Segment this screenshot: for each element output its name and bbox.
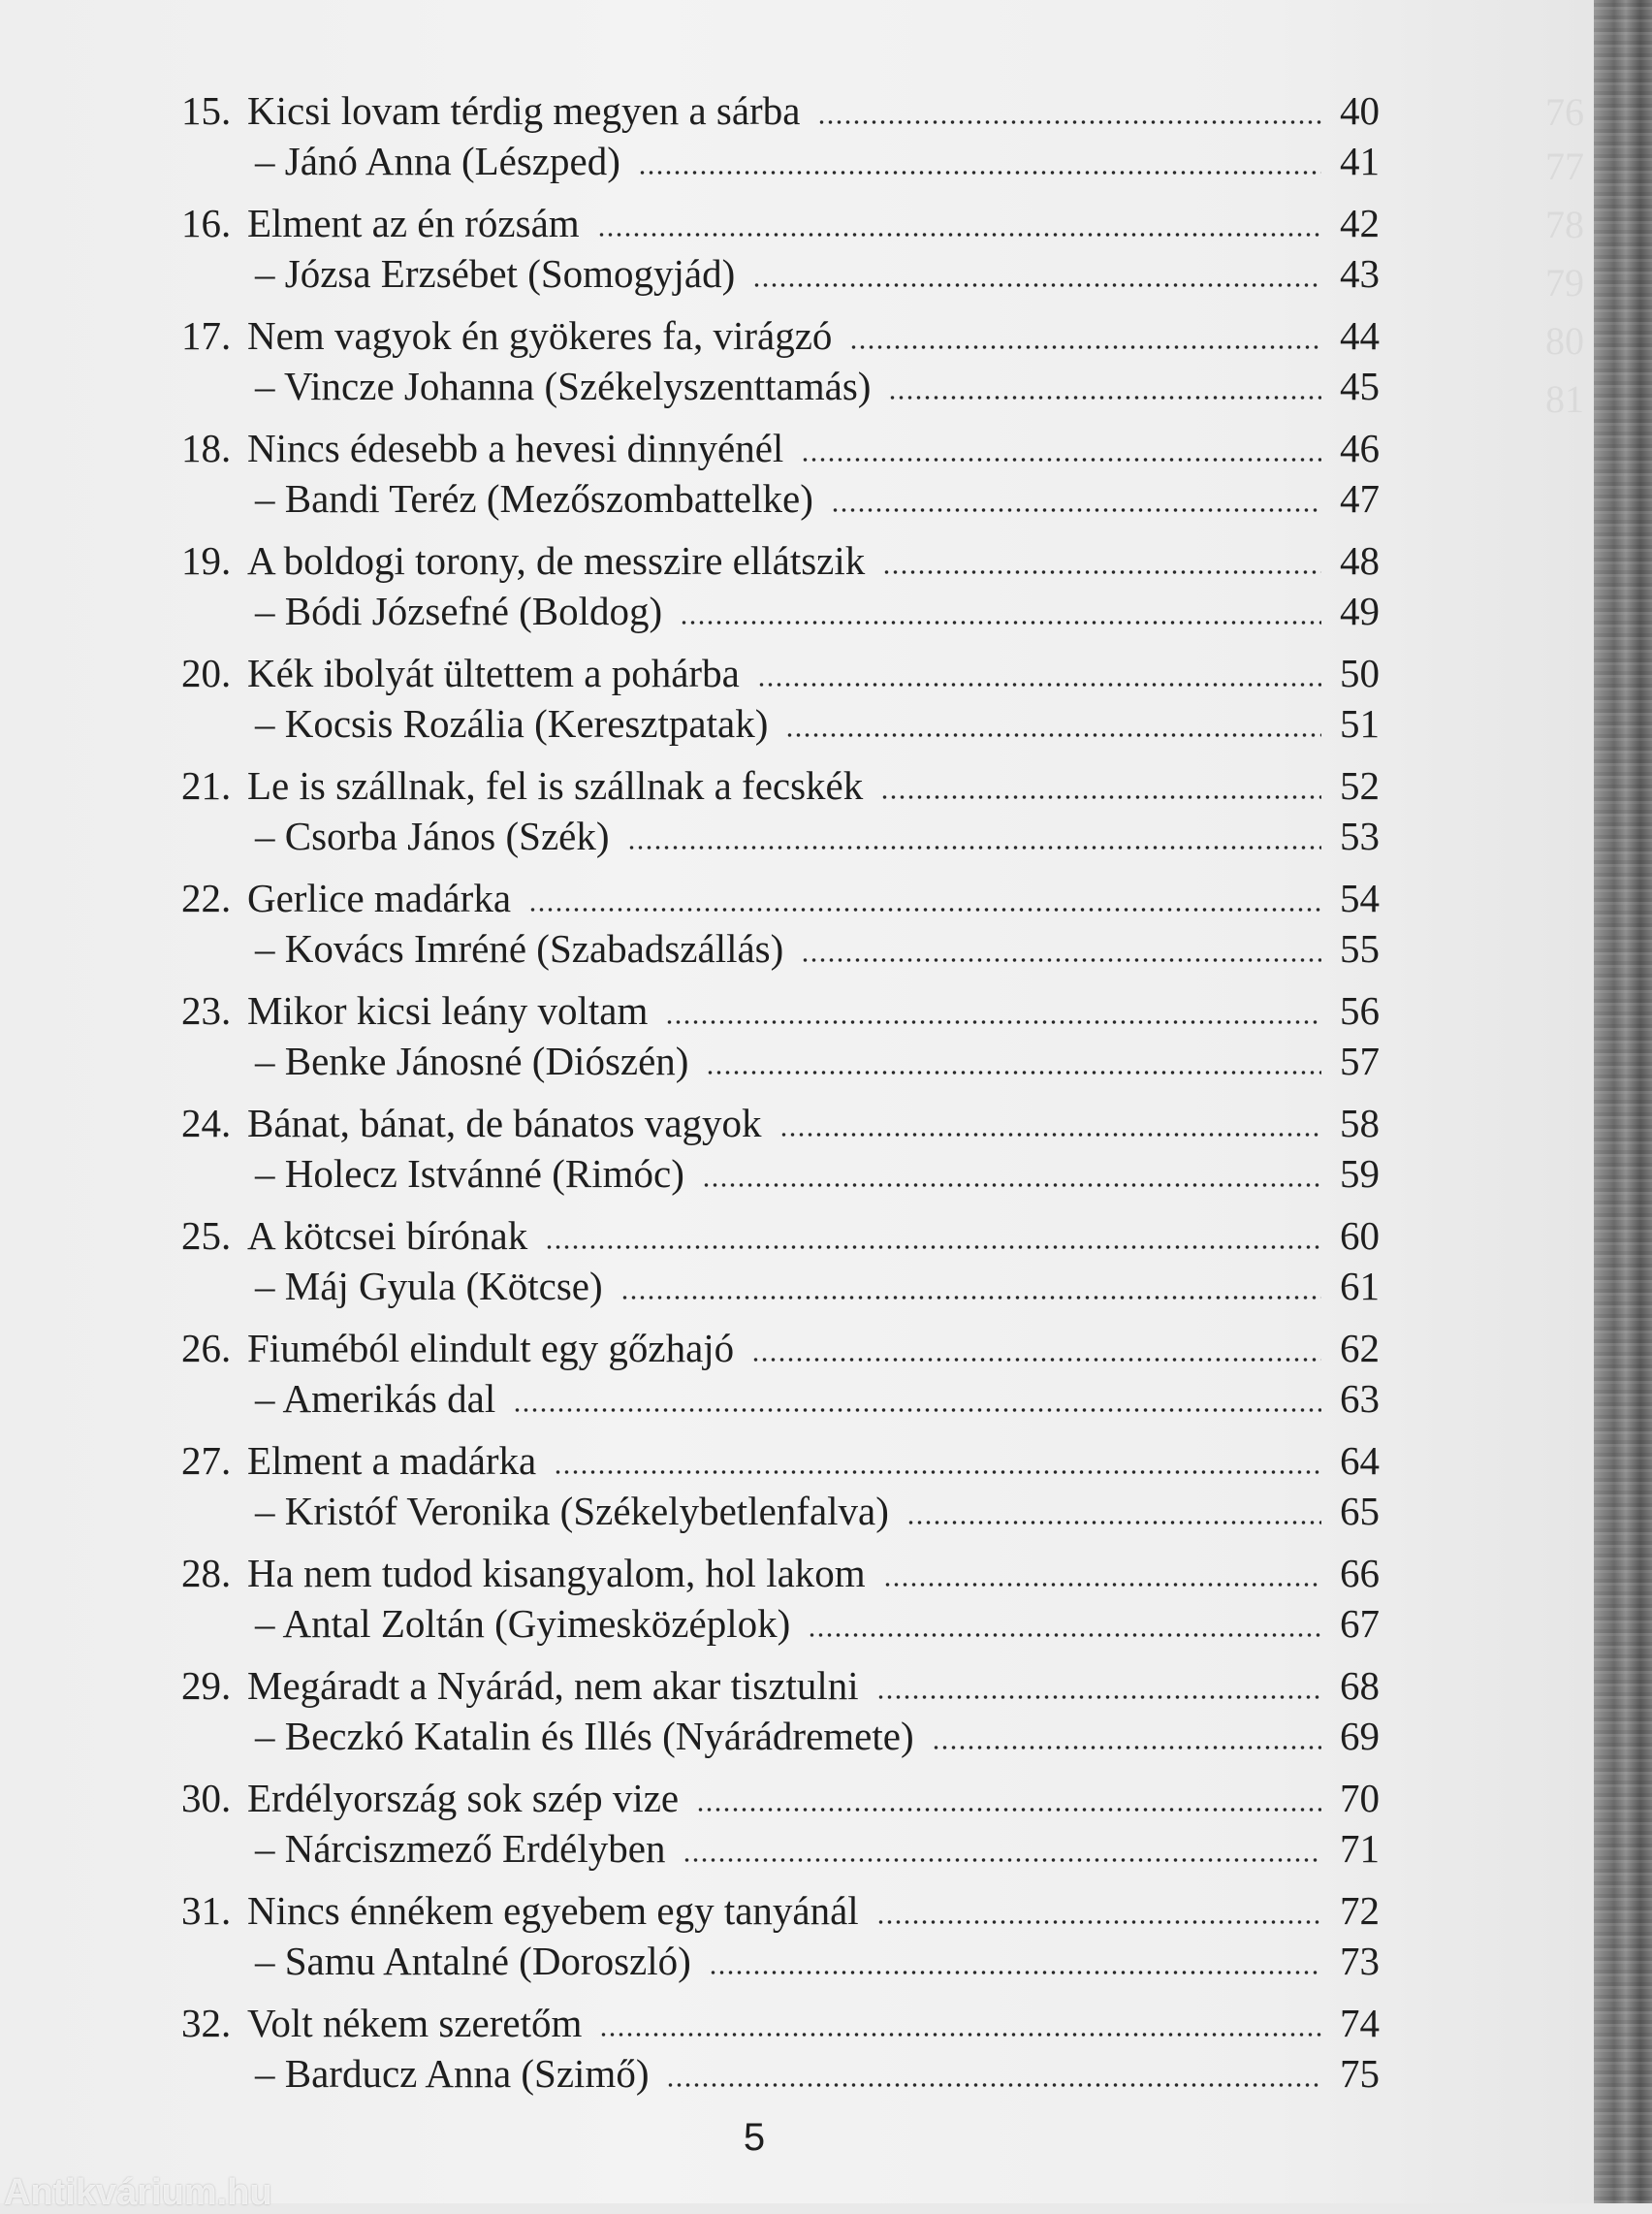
- singer-page-number: 41: [1340, 139, 1380, 183]
- entry-number: 28.: [181, 1551, 232, 1595]
- song-title: Kék ibolyát ültettem a pohárba: [247, 651, 740, 695]
- song-title: Le is szállnak, fel is szállnak a fecskék: [247, 763, 864, 808]
- song-title: Nincs énnékem egyebem egy tanyánál: [247, 1888, 859, 1933]
- singer-line: [181, 1261, 1380, 1311]
- song-page-number: 46: [1340, 426, 1380, 470]
- singer-name: – Antal Zoltán (Gyimesközéplok): [255, 1601, 791, 1646]
- singer-page-number: 43: [1340, 251, 1380, 296]
- entry-number: 31.: [181, 1888, 232, 1933]
- song-line: [181, 1435, 1380, 1486]
- toc-entry[interactable]: [181, 1210, 1380, 1323]
- toc-entry[interactable]: [181, 760, 1380, 873]
- singer-line: [181, 923, 1380, 974]
- singer-name: – Samu Antalné (Doroszló): [255, 1939, 691, 1983]
- singer-page-number: 59: [1340, 1151, 1380, 1196]
- singer-page-number: 55: [1340, 926, 1380, 971]
- song-title: Bánat, bánat, de bánatos vagyok: [247, 1101, 762, 1145]
- dot-leader: [876, 1695, 1321, 1699]
- toc-entry[interactable]: [181, 310, 1380, 423]
- toc-entry[interactable]: [181, 648, 1380, 760]
- song-line: [181, 423, 1380, 473]
- singer-name: – Benke Jánosné (Diószén): [255, 1039, 689, 1083]
- dot-leader: [849, 345, 1321, 349]
- singer-line: [181, 1823, 1380, 1874]
- dot-leader: [597, 233, 1321, 237]
- entry-number: 22.: [181, 876, 232, 920]
- song-page-number: 60: [1340, 1213, 1380, 1258]
- dot-leader: [752, 283, 1321, 287]
- singer-name: – Kovács Imréné (Szabadszállás): [255, 926, 784, 971]
- singer-name: – Amerikás dal: [255, 1376, 496, 1421]
- dot-leader: [906, 1521, 1321, 1524]
- singer-page-number: 45: [1340, 364, 1380, 408]
- song-page-number: 72: [1340, 1888, 1380, 1933]
- dot-leader: [880, 795, 1321, 799]
- song-page-number: 50: [1340, 651, 1380, 695]
- singer-name: – Nárciszmező Erdélyben: [255, 1826, 666, 1871]
- song-page-number: 70: [1340, 1776, 1380, 1820]
- song-page-number: 58: [1340, 1101, 1380, 1145]
- dot-leader: [876, 1920, 1321, 1924]
- singer-line: [181, 136, 1380, 186]
- entry-number: 26.: [181, 1326, 232, 1370]
- dot-leader: [888, 396, 1321, 400]
- dot-leader: [638, 171, 1321, 175]
- singer-name: – Kristóf Veronika (Székelybetlenfalva): [255, 1489, 889, 1533]
- entry-number: 24.: [181, 1101, 232, 1145]
- singer-page-number: 67: [1340, 1601, 1380, 1646]
- singer-page-number: 57: [1340, 1039, 1380, 1083]
- dot-leader: [709, 1971, 1321, 1974]
- dot-leader: [599, 2033, 1321, 2037]
- toc-entry[interactable]: [181, 1998, 1380, 2110]
- dot-leader: [817, 120, 1321, 124]
- toc-entry[interactable]: [181, 1548, 1380, 1660]
- singer-line: [181, 2048, 1380, 2099]
- singer-line: [181, 1598, 1380, 1649]
- song-line: [181, 1548, 1380, 1598]
- dot-leader: [554, 1470, 1321, 1474]
- dot-leader: [785, 733, 1321, 737]
- song-page-number: 48: [1340, 538, 1380, 583]
- dot-leader: [779, 1133, 1321, 1137]
- dot-leader: [932, 1746, 1321, 1749]
- song-line: [181, 1773, 1380, 1823]
- singer-line: [181, 1148, 1380, 1199]
- dot-leader: [801, 958, 1321, 962]
- singer-page-number: 61: [1340, 1264, 1380, 1308]
- dot-leader: [620, 1296, 1321, 1300]
- entry-number: 30.: [181, 1776, 232, 1820]
- singer-name: – Bandi Teréz (Mezőszombattelke): [255, 476, 813, 521]
- singer-name: – Holecz Istvánné (Rimóc): [255, 1151, 684, 1196]
- toc-entry[interactable]: [181, 985, 1380, 1098]
- watermark: Antikvárium.hu: [4, 2172, 272, 2213]
- entry-number: 21.: [181, 763, 232, 808]
- song-page-number: 40: [1340, 88, 1380, 133]
- singer-page-number: 53: [1340, 814, 1380, 858]
- song-line: [181, 535, 1380, 586]
- song-page-number: 52: [1340, 763, 1380, 808]
- singer-name: – Kocsis Rozália (Keresztpatak): [255, 701, 769, 746]
- toc-entry[interactable]: [181, 1435, 1380, 1548]
- dot-leader: [801, 458, 1321, 462]
- singer-line: [181, 361, 1380, 411]
- toc-entry[interactable]: [181, 873, 1380, 985]
- toc-entry[interactable]: [181, 1773, 1380, 1885]
- entry-number: 27.: [181, 1438, 232, 1483]
- page-number: 5: [743, 2116, 766, 2159]
- singer-line: [181, 1373, 1380, 1424]
- singer-page-number: 75: [1340, 2051, 1380, 2096]
- song-page-number: 74: [1340, 2001, 1380, 2045]
- singer-name: – Barducz Anna (Szimő): [255, 2051, 650, 2096]
- song-page-number: 62: [1340, 1326, 1380, 1370]
- singer-line: [181, 248, 1380, 299]
- singer-name: – Máj Gyula (Kötcse): [255, 1264, 603, 1308]
- song-line: [181, 648, 1380, 698]
- song-title: Mikor kicsi leány voltam: [247, 988, 649, 1033]
- dot-leader: [882, 570, 1321, 574]
- singer-page-number: 63: [1340, 1376, 1380, 1421]
- dot-leader: [883, 1583, 1321, 1587]
- song-line: [181, 985, 1380, 1036]
- entry-number: 19.: [181, 538, 232, 583]
- song-line: [181, 873, 1380, 923]
- dot-leader: [696, 1808, 1321, 1812]
- song-title: Nem vagyok én gyökeres fa, virágzó: [247, 313, 833, 358]
- song-page-number: 44: [1340, 313, 1380, 358]
- entry-number: 16.: [181, 201, 232, 245]
- singer-line: [181, 1711, 1380, 1761]
- dot-leader: [545, 1245, 1321, 1249]
- song-title: Megáradt a Nyárád, nem akar tisztulni: [247, 1663, 859, 1708]
- song-line: [181, 1885, 1380, 1936]
- song-title: Elment az én rózsám: [247, 201, 580, 245]
- song-line: [181, 1210, 1380, 1261]
- entry-number: 18.: [181, 426, 232, 470]
- dot-leader: [513, 1408, 1321, 1412]
- song-line: [181, 85, 1380, 136]
- singer-line: [181, 586, 1380, 636]
- song-title: Erdélyország sok szép vize: [247, 1776, 680, 1820]
- singer-line: [181, 1486, 1380, 1536]
- book-edge: [1594, 0, 1652, 2203]
- singer-page-number: 73: [1340, 1939, 1380, 1983]
- dot-leader: [680, 621, 1321, 625]
- entry-number: 20.: [181, 651, 232, 695]
- entry-number: 15.: [181, 88, 232, 133]
- toc-entry[interactable]: [181, 535, 1380, 648]
- table-of-contents: [181, 85, 1380, 2110]
- toc-entry[interactable]: [181, 85, 1380, 198]
- singer-page-number: 47: [1340, 476, 1380, 521]
- song-title: Kicsi lovam térdig megyen a sárba: [247, 88, 801, 133]
- singer-page-number: 49: [1340, 589, 1380, 633]
- singer-name: – Józsa Erzsébet (Somogyjád): [255, 251, 736, 296]
- singer-page-number: 69: [1340, 1714, 1380, 1758]
- singer-page-number: 71: [1340, 1826, 1380, 1871]
- singer-line: [181, 811, 1380, 861]
- song-line: [181, 760, 1380, 811]
- dot-leader: [666, 2083, 1321, 2087]
- song-page-number: 54: [1340, 876, 1380, 920]
- song-title: Gerlice madárka: [247, 876, 512, 920]
- toc-entry[interactable]: [181, 1323, 1380, 1435]
- entry-number: 25.: [181, 1213, 232, 1258]
- dot-leader: [627, 846, 1321, 850]
- entry-number: 32.: [181, 2001, 232, 2045]
- singer-page-number: 65: [1340, 1489, 1380, 1533]
- song-line: [181, 310, 1380, 361]
- song-title: Fiuméból elindult egy gőzhajó: [247, 1326, 735, 1370]
- toc-entry[interactable]: [181, 423, 1380, 535]
- dot-leader: [751, 1358, 1321, 1362]
- song-title: Volt nékem szeretőm: [247, 2001, 583, 2045]
- song-line: [181, 1098, 1380, 1148]
- song-line: [181, 198, 1380, 248]
- singer-line: [181, 1036, 1380, 1086]
- song-page-number: 42: [1340, 201, 1380, 245]
- dot-leader: [831, 508, 1321, 512]
- toc-entry[interactable]: [181, 1885, 1380, 1998]
- dot-leader: [808, 1633, 1321, 1637]
- song-title: A boldogi torony, de messzire ellátszik: [247, 538, 866, 583]
- show-through-text: 76 77 78 79 80 81: [1545, 90, 1584, 421]
- entry-number: 29.: [181, 1663, 232, 1708]
- dot-leader: [528, 908, 1321, 912]
- singer-line: [181, 1936, 1380, 1986]
- singer-name: – Jánó Anna (Lészped): [255, 139, 620, 183]
- song-line: [181, 1323, 1380, 1373]
- toc-entry[interactable]: [181, 198, 1380, 310]
- dot-leader: [706, 1071, 1321, 1075]
- song-page-number: 66: [1340, 1551, 1380, 1595]
- singer-line: [181, 473, 1380, 524]
- toc-entry[interactable]: [181, 1098, 1380, 1210]
- dot-leader: [683, 1858, 1321, 1862]
- dot-leader: [757, 683, 1321, 687]
- singer-name: – Csorba János (Szék): [255, 814, 610, 858]
- entry-number: 23.: [181, 988, 232, 1033]
- song-line: [181, 1998, 1380, 2048]
- dot-leader: [702, 1183, 1321, 1187]
- song-title: Ha nem tudod kisangyalom, hol lakom: [247, 1551, 866, 1595]
- singer-name: – Vincze Johanna (Székelyszenttamás): [255, 364, 872, 408]
- song-title: Nincs édesebb a hevesi dinnyénél: [247, 426, 784, 470]
- entry-number: 17.: [181, 313, 232, 358]
- singer-name: – Beczkó Katalin és Illés (Nyárádremete): [255, 1714, 914, 1758]
- song-title: Elment a madárka: [247, 1438, 537, 1483]
- singer-name: – Bódi Józsefné (Boldog): [255, 589, 663, 633]
- song-title: A kötcsei bírónak: [247, 1213, 528, 1258]
- song-page-number: 64: [1340, 1438, 1380, 1483]
- singer-line: [181, 698, 1380, 749]
- song-page-number: 56: [1340, 988, 1380, 1033]
- singer-page-number: 51: [1340, 701, 1380, 746]
- dot-leader: [665, 1020, 1321, 1024]
- song-page-number: 68: [1340, 1663, 1380, 1708]
- toc-entry[interactable]: [181, 1660, 1380, 1773]
- song-line: [181, 1660, 1380, 1711]
